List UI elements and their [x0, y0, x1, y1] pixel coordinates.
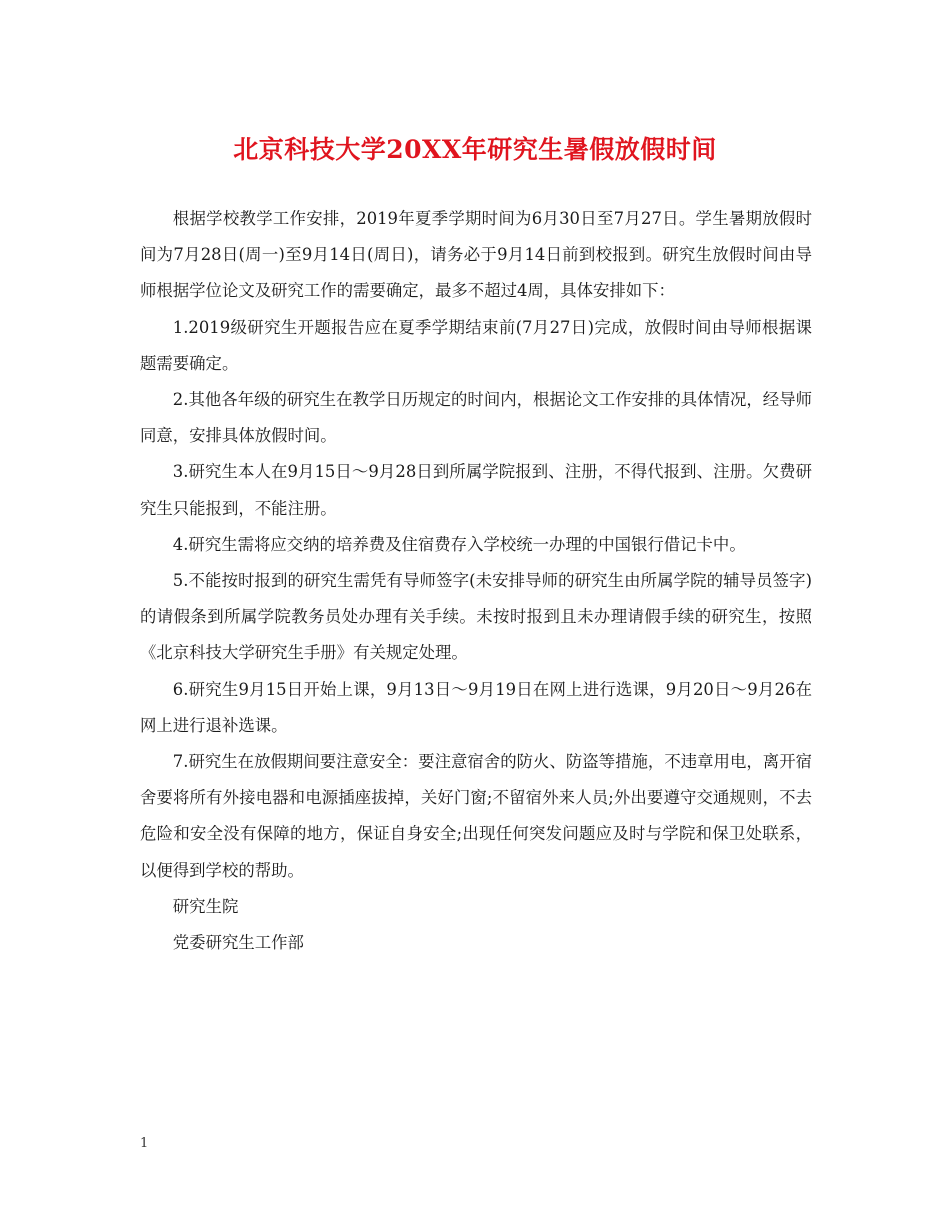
item-2-paragraph: 2.其他各年级的研究生在教学日历规定的时间内，根据论文工作安排的具体情况，经导师同意，安排具体放假时间。 — [140, 390, 812, 446]
intro-paragraph: 根据学校教学工作安排，2019年夏季学期时间为6月30日至7月27日。学生暑期放假时间为7月28日(周一)至9月14日(周日)，请务必于9月14日前到校报到。研究生放假时间由导师根据学位论文及研究工作的需要确定，最多不超过4周，具体安排如下： — [140, 209, 812, 301]
item-1-paragraph: 1.2019级研究生开题报告应在夏季学期结束前(7月27日)完成，放假时间由导师根据课题需要确定。 — [140, 317, 812, 373]
item-7-paragraph: 7.研究生在放假期间要注意安全：要注意宿舍的防火、防盗等措施，不违章用电，离开宿舍要将所有外接电器和电源插座拔掉，关好门窗;不留宿外来人员;外出要遵守交通规则，不去危险和安全没有保障的地方，保证自身安全;出现任何突发问题应及时与学院和保卫处联系，以便得到学校的帮助。 — [140, 752, 812, 880]
document-title: 北京科技大学20XX年研究生暑假放假时间 — [233, 135, 717, 164]
item-6-paragraph: 6.研究生9月15日开始上课，9月13日～9月19日在网上进行选课，9月20日～9月26在网上进行退补选课。 — [140, 679, 812, 735]
item-5-paragraph: 5.不能按时报到的研究生需凭有导师签字(未安排导师的研究生由所属学院的辅导员签字)的请假条到所属学院教务员处办理有关手续。未按时报到且未办理请假手续的研究生，按照《北京科技大学研究生手册》有关规定处理。 — [140, 571, 812, 663]
document-body — [140, 201, 812, 961]
page-number: 1 — [140, 1136, 149, 1151]
item-3-paragraph: 3.研究生本人在9月15日～9月28日到所属学院报到、注册，不得代报到、注册。欠费研究生只能报到，不能注册。 — [140, 462, 812, 518]
item-4-paragraph: 4.研究生需将应交纳的培养费及住宿费存入学校统一办理的中国银行借记卡中。 — [172, 534, 746, 554]
signature-line-1: 研究生院 — [172, 896, 239, 916]
signature-line-2: 党委研究生工作部 — [172, 933, 304, 953]
